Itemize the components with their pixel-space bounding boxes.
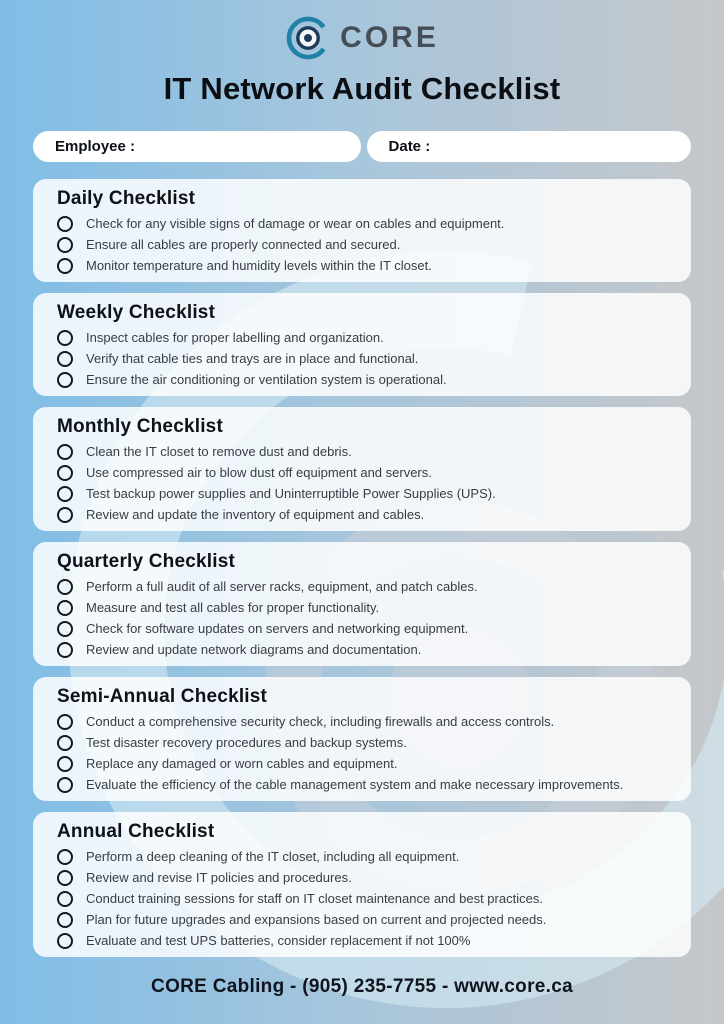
section-items [57,441,673,525]
checklist-item-text: Perform a deep cleaning of the IT closet, including all equipment. [86,849,460,864]
checklist-item-text: Check for software updates on servers and networking equipment. [86,621,469,636]
section-items [57,846,673,951]
section-heading: Semi-Annual Checklist [57,686,268,707]
checkbox-circle[interactable] [57,372,73,388]
checkbox-circle[interactable] [57,849,73,865]
document-header [0,0,724,109]
checklist-item [57,462,673,483]
checklist-item [57,888,673,909]
checklist-item [57,597,673,618]
checklist-item [57,618,673,639]
checklist-item [57,846,673,867]
checklist-item-text: Ensure the air conditioning or ventilation system is operational. [86,372,447,387]
checkbox-circle[interactable] [57,777,73,793]
checklist-item-text: Inspect cables for proper labelling and organization. [86,330,384,345]
checklist-item-text: Plan for future upgrades and expansions based on current and projected needs. [86,912,547,927]
section-items [57,711,673,795]
checkbox-circle[interactable] [57,756,73,772]
checklist-item-text: Test disaster recovery procedures and backup systems. [86,735,407,750]
checklist-item-text: Perform a full audit of all server racks, equipment, and patch cables. [86,579,478,594]
checklist-item [57,909,673,930]
section-items [57,213,673,276]
brand-logo [0,13,724,63]
checklist-item-text: Replace any damaged or worn cables and equipment. [86,756,398,771]
checkbox-circle[interactable] [57,735,73,751]
checklist-item-text: Review and update the inventory of equipment and cables. [86,507,425,522]
core-logo-icon [285,15,331,61]
checklist-item-text: Check for any visible signs of damage or wear on cables and equipment. [86,216,505,231]
employee-field[interactable] [33,131,361,162]
checklist-item-text: Verify that cable ties and trays are in place and functional. [86,351,419,366]
checklist-item [57,774,673,795]
section-heading: Weekly Checklist [57,302,216,323]
checklist-section [33,293,691,396]
checkbox-circle[interactable] [57,933,73,949]
checklist-item [57,711,673,732]
checklist-item-text: Conduct a comprehensive security check, including firewalls and access controls. [86,714,555,729]
checklist-item [57,348,673,369]
section-items [57,576,673,660]
section-heading: Monthly Checklist [57,416,223,437]
checklist-item [57,504,673,525]
checkbox-circle[interactable] [57,912,73,928]
checklist-item-text: Use compressed air to blow dust off equipment and servers. [86,465,432,480]
checklist-item [57,867,673,888]
checklist-item-text: Clean the IT closet to remove dust and debris. [86,444,352,459]
checkbox-circle[interactable] [57,507,73,523]
document-footer [0,976,724,998]
checkbox-circle[interactable] [57,600,73,616]
checkbox-circle[interactable] [57,579,73,595]
checkbox-circle[interactable] [57,444,73,460]
section-heading: Quarterly Checklist [57,551,236,572]
form-fields-row [33,131,691,162]
checklist-section [33,179,691,282]
checklist-item [57,369,673,390]
checklist-item [57,441,673,462]
checklist-item [57,234,673,255]
checklist-item [57,255,673,276]
checkbox-circle[interactable] [57,870,73,886]
checkbox-circle[interactable] [57,465,73,481]
checkbox-circle[interactable] [57,330,73,346]
date-field[interactable] [367,131,691,162]
checklist-item [57,753,673,774]
checklist-item-text: Evaluate the efficiency of the cable management system and make necessary improvements. [86,777,624,792]
checklist-item-text: Measure and test all cables for proper functionality. [86,600,380,615]
checkbox-circle[interactable] [57,216,73,232]
section-heading: Annual Checklist [57,821,215,842]
checkbox-circle[interactable] [57,237,73,253]
checklist-item [57,732,673,753]
checklist-item-text: Ensure all cables are properly connected and secured. [86,237,401,252]
checkbox-circle[interactable] [57,891,73,907]
checklist-item [57,483,673,504]
checklist-item-text: Review and update network diagrams and documentation. [86,642,422,657]
checklist-item-text: Review and revise IT policies and procedures. [86,870,352,885]
checklist-sections [33,179,691,957]
checkbox-circle[interactable] [57,351,73,367]
checklist-item-text: Conduct training sessions for staff on IT closet maintenance and best practices. [86,891,543,906]
checkbox-circle[interactable] [57,486,73,502]
page-title: IT Network Audit Checklist [163,71,561,106]
checklist-item [57,327,673,348]
checklist-section [33,407,691,531]
checkbox-circle[interactable] [57,621,73,637]
checklist-section [33,677,691,801]
checklist-item [57,576,673,597]
checklist-section [33,812,691,957]
employee-label: Employee : [55,138,136,155]
checklist-item [57,930,673,951]
checklist-item-text: Evaluate and test UPS batteries, consider replacement if not 100% [86,933,471,948]
footer-contact-text: CORE Cabling - (905) 235-7755 - www.core.ca [151,976,573,997]
checkbox-circle[interactable] [57,642,73,658]
checklist-section [33,542,691,666]
checklist-item [57,639,673,660]
checklist-item-text: Monitor temperature and humidity levels within the IT closet. [86,258,432,273]
section-items [57,327,673,390]
checklist-item [57,213,673,234]
section-heading: Daily Checklist [57,188,196,209]
checkbox-circle[interactable] [57,258,73,274]
brand-name: CORE [340,21,439,54]
checkbox-circle[interactable] [57,714,73,730]
checklist-item-text: Test backup power supplies and Uninterruptible Power Supplies (UPS). [86,486,496,501]
date-label: Date : [388,138,431,155]
